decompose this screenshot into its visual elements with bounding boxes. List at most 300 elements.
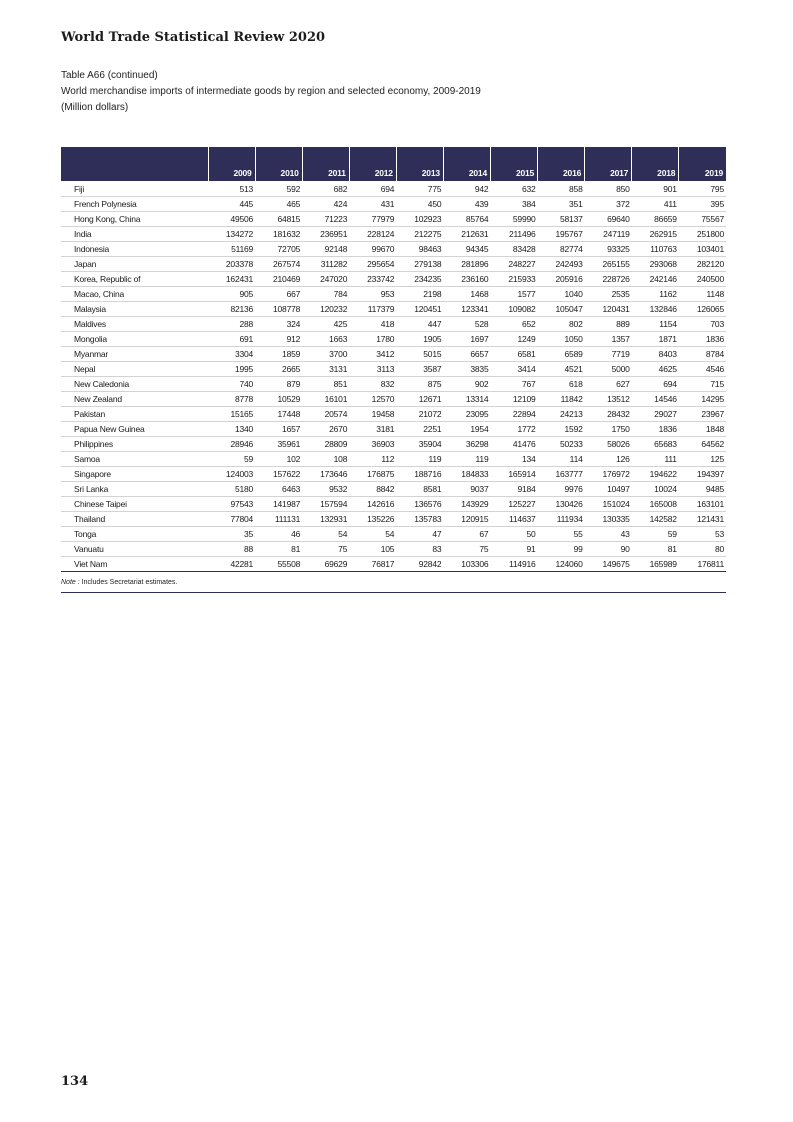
- value-cell: 9976: [538, 482, 585, 497]
- value-cell: 92842: [396, 557, 443, 572]
- value-cell: 9532: [302, 482, 349, 497]
- value-cell: 618: [538, 377, 585, 392]
- value-cell: 125227: [490, 497, 537, 512]
- value-cell: 6657: [443, 347, 490, 362]
- table-row: [61, 302, 726, 317]
- value-cell: 247020: [302, 272, 349, 287]
- value-cell: 418: [349, 317, 396, 332]
- value-cell: 108778: [255, 302, 302, 317]
- value-cell: 11842: [538, 392, 585, 407]
- value-cell: 132931: [302, 512, 349, 527]
- economy-name-cell: Korea, Republic of: [61, 272, 208, 287]
- value-cell: 10024: [632, 482, 679, 497]
- value-cell: 3835: [443, 362, 490, 377]
- economy-name-cell: Viet Nam: [61, 557, 208, 572]
- economy-name-cell: Thailand: [61, 512, 208, 527]
- column-header-year: 2014: [443, 147, 490, 181]
- table-note: [61, 579, 177, 586]
- value-cell: 114637: [490, 512, 537, 527]
- value-cell: 1357: [585, 332, 632, 347]
- economy-name-cell: Macao, China: [61, 287, 208, 302]
- table-row: [61, 212, 726, 227]
- value-cell: 165989: [632, 557, 679, 572]
- economy-name-cell: Pakistan: [61, 407, 208, 422]
- value-cell: 652: [490, 317, 537, 332]
- value-cell: 1340: [208, 422, 255, 437]
- table-row: [61, 197, 726, 212]
- value-cell: 6581: [490, 347, 537, 362]
- value-cell: 112: [349, 452, 396, 467]
- value-cell: 21072: [396, 407, 443, 422]
- value-cell: 173646: [302, 467, 349, 482]
- value-cell: 465: [255, 197, 302, 212]
- value-cell: 703: [679, 317, 726, 332]
- value-cell: 942: [443, 181, 490, 197]
- value-cell: 81: [255, 542, 302, 557]
- value-cell: 879: [255, 377, 302, 392]
- value-cell: 119: [396, 452, 443, 467]
- value-cell: 281896: [443, 257, 490, 272]
- value-cell: 875: [396, 377, 443, 392]
- column-header-year: 2018: [632, 147, 679, 181]
- value-cell: 1750: [585, 422, 632, 437]
- value-cell: 194397: [679, 467, 726, 482]
- value-cell: 395: [679, 197, 726, 212]
- value-cell: 125: [679, 452, 726, 467]
- table-description: World merchandise imports of intermediate goods by region and selected economy, 2009-2019: [61, 86, 481, 97]
- value-cell: 149675: [585, 557, 632, 572]
- value-cell: 117379: [349, 302, 396, 317]
- value-cell: 50: [490, 527, 537, 542]
- value-cell: 23095: [443, 407, 490, 422]
- value-cell: 3113: [349, 362, 396, 377]
- value-cell: 295654: [349, 257, 396, 272]
- value-cell: 10529: [255, 392, 302, 407]
- value-cell: 10497: [585, 482, 632, 497]
- value-cell: 902: [443, 377, 490, 392]
- value-cell: 165008: [632, 497, 679, 512]
- value-cell: 181632: [255, 227, 302, 242]
- value-cell: 311282: [302, 257, 349, 272]
- value-cell: 28946: [208, 437, 255, 452]
- value-cell: 7719: [585, 347, 632, 362]
- value-cell: 4625: [632, 362, 679, 377]
- value-cell: 233742: [349, 272, 396, 287]
- value-cell: 135783: [396, 512, 443, 527]
- data-table: [61, 147, 726, 572]
- table-row: [61, 317, 726, 332]
- value-cell: 35961: [255, 437, 302, 452]
- value-cell: 120431: [585, 302, 632, 317]
- value-cell: 513: [208, 181, 255, 197]
- value-cell: 17448: [255, 407, 302, 422]
- value-cell: 59990: [490, 212, 537, 227]
- value-cell: 1871: [632, 332, 679, 347]
- column-header-year: 2017: [585, 147, 632, 181]
- value-cell: 176972: [585, 467, 632, 482]
- column-header-economy: [61, 147, 208, 181]
- value-cell: 1780: [349, 332, 396, 347]
- value-cell: 2251: [396, 422, 443, 437]
- value-cell: 215933: [490, 272, 537, 287]
- value-cell: 784: [302, 287, 349, 302]
- value-cell: 14295: [679, 392, 726, 407]
- value-cell: 1577: [490, 287, 537, 302]
- value-cell: 59: [632, 527, 679, 542]
- value-cell: 65683: [632, 437, 679, 452]
- value-cell: 905: [208, 287, 255, 302]
- value-cell: 55: [538, 527, 585, 542]
- value-cell: 3700: [302, 347, 349, 362]
- value-cell: 3412: [349, 347, 396, 362]
- value-cell: 36298: [443, 437, 490, 452]
- value-cell: 102923: [396, 212, 443, 227]
- value-cell: 1657: [255, 422, 302, 437]
- value-cell: 3181: [349, 422, 396, 437]
- value-cell: 715: [679, 377, 726, 392]
- value-cell: 124060: [538, 557, 585, 572]
- value-cell: 126: [585, 452, 632, 467]
- value-cell: 111934: [538, 512, 585, 527]
- table-row: [61, 512, 726, 527]
- value-cell: 228726: [585, 272, 632, 287]
- value-cell: 2665: [255, 362, 302, 377]
- economy-name-cell: Tonga: [61, 527, 208, 542]
- value-cell: 228124: [349, 227, 396, 242]
- value-cell: 242493: [538, 257, 585, 272]
- value-cell: 3131: [302, 362, 349, 377]
- table-row: [61, 362, 726, 377]
- value-cell: 47: [396, 527, 443, 542]
- value-cell: 92148: [302, 242, 349, 257]
- value-cell: 58026: [585, 437, 632, 452]
- value-cell: 97543: [208, 497, 255, 512]
- note-label: Note :: [61, 579, 80, 586]
- value-cell: 251800: [679, 227, 726, 242]
- value-cell: 76817: [349, 557, 396, 572]
- value-cell: 134272: [208, 227, 255, 242]
- value-cell: 1848: [679, 422, 726, 437]
- value-cell: 8784: [679, 347, 726, 362]
- table-row: [61, 542, 726, 557]
- value-cell: 1148: [679, 287, 726, 302]
- value-cell: 740: [208, 377, 255, 392]
- value-cell: 13314: [443, 392, 490, 407]
- value-cell: 119: [443, 452, 490, 467]
- value-cell: 163777: [538, 467, 585, 482]
- value-cell: 324: [255, 317, 302, 332]
- value-cell: 55508: [255, 557, 302, 572]
- value-cell: 120451: [396, 302, 443, 317]
- value-cell: 51169: [208, 242, 255, 257]
- value-cell: 265155: [585, 257, 632, 272]
- value-cell: 69629: [302, 557, 349, 572]
- value-cell: 12109: [490, 392, 537, 407]
- value-cell: 20574: [302, 407, 349, 422]
- value-cell: 85764: [443, 212, 490, 227]
- value-cell: 54: [349, 527, 396, 542]
- value-cell: 901: [632, 181, 679, 197]
- value-cell: 35: [208, 527, 255, 542]
- table-row: [61, 272, 726, 287]
- value-cell: 12570: [349, 392, 396, 407]
- value-cell: 109082: [490, 302, 537, 317]
- value-cell: 105: [349, 542, 396, 557]
- value-cell: 176875: [349, 467, 396, 482]
- value-cell: 6589: [538, 347, 585, 362]
- value-cell: 80: [679, 542, 726, 557]
- table-row: [61, 392, 726, 407]
- table-row: [61, 557, 726, 572]
- value-cell: 142582: [632, 512, 679, 527]
- value-cell: 83428: [490, 242, 537, 257]
- value-cell: 88: [208, 542, 255, 557]
- column-header-year: 2019: [679, 147, 726, 181]
- value-cell: 632: [490, 181, 537, 197]
- value-cell: 694: [632, 377, 679, 392]
- value-cell: 50233: [538, 437, 585, 452]
- value-cell: 120915: [443, 512, 490, 527]
- value-cell: 240500: [679, 272, 726, 287]
- value-cell: 211496: [490, 227, 537, 242]
- table-row: [61, 227, 726, 242]
- value-cell: 13512: [585, 392, 632, 407]
- economy-name-cell: Vanuatu: [61, 542, 208, 557]
- value-cell: 188716: [396, 467, 443, 482]
- value-cell: 14546: [632, 392, 679, 407]
- value-cell: 120232: [302, 302, 349, 317]
- table-units: (Million dollars): [61, 102, 129, 113]
- table-row: [61, 347, 726, 362]
- table-row: [61, 181, 726, 197]
- value-cell: 267574: [255, 257, 302, 272]
- value-cell: 1836: [679, 332, 726, 347]
- table-row: [61, 497, 726, 512]
- value-cell: 450: [396, 197, 443, 212]
- value-cell: 691: [208, 332, 255, 347]
- value-cell: 75: [302, 542, 349, 557]
- value-cell: 4546: [679, 362, 726, 377]
- value-cell: 72705: [255, 242, 302, 257]
- value-cell: 111: [632, 452, 679, 467]
- value-cell: 132846: [632, 302, 679, 317]
- value-cell: 372: [585, 197, 632, 212]
- economy-name-cell: Hong Kong, China: [61, 212, 208, 227]
- value-cell: 8581: [396, 482, 443, 497]
- table-id-caption: Table A66 (continued): [61, 70, 158, 81]
- value-cell: 528: [443, 317, 490, 332]
- column-header-year: 2010: [255, 147, 302, 181]
- value-cell: 99: [538, 542, 585, 557]
- value-cell: 54: [302, 527, 349, 542]
- value-cell: 105047: [538, 302, 585, 317]
- value-cell: 2535: [585, 287, 632, 302]
- value-cell: 136576: [396, 497, 443, 512]
- value-cell: 851: [302, 377, 349, 392]
- value-cell: 19458: [349, 407, 396, 422]
- value-cell: 1468: [443, 287, 490, 302]
- value-cell: 3414: [490, 362, 537, 377]
- value-cell: 194622: [632, 467, 679, 482]
- value-cell: 64815: [255, 212, 302, 227]
- value-cell: 1697: [443, 332, 490, 347]
- value-cell: 77804: [208, 512, 255, 527]
- value-cell: 212275: [396, 227, 443, 242]
- value-cell: 1592: [538, 422, 585, 437]
- header-row: [61, 147, 726, 181]
- value-cell: 212631: [443, 227, 490, 242]
- economy-name-cell: Papua New Guinea: [61, 422, 208, 437]
- value-cell: 411: [632, 197, 679, 212]
- economy-name-cell: Sri Lanka: [61, 482, 208, 497]
- value-cell: 98463: [396, 242, 443, 257]
- value-cell: 775: [396, 181, 443, 197]
- value-cell: 247119: [585, 227, 632, 242]
- value-cell: 1836: [632, 422, 679, 437]
- value-cell: 262915: [632, 227, 679, 242]
- economy-name-cell: Mongolia: [61, 332, 208, 347]
- value-cell: 210469: [255, 272, 302, 287]
- value-cell: 82136: [208, 302, 255, 317]
- table-row: [61, 257, 726, 272]
- value-cell: 5000: [585, 362, 632, 377]
- value-cell: 12671: [396, 392, 443, 407]
- value-cell: 16101: [302, 392, 349, 407]
- value-cell: 151024: [585, 497, 632, 512]
- table-row: [61, 422, 726, 437]
- value-cell: 42281: [208, 557, 255, 572]
- column-header-year: 2011: [302, 147, 349, 181]
- value-cell: 8842: [349, 482, 396, 497]
- value-cell: 86659: [632, 212, 679, 227]
- value-cell: 75: [443, 542, 490, 557]
- value-cell: 682: [302, 181, 349, 197]
- value-cell: 1050: [538, 332, 585, 347]
- value-cell: 126065: [679, 302, 726, 317]
- value-cell: 1954: [443, 422, 490, 437]
- value-cell: 108: [302, 452, 349, 467]
- value-cell: 9037: [443, 482, 490, 497]
- column-header-year: 2012: [349, 147, 396, 181]
- value-cell: 157622: [255, 467, 302, 482]
- page-number: 134: [61, 1074, 89, 1089]
- table-row: [61, 377, 726, 392]
- economy-name-cell: Malaysia: [61, 302, 208, 317]
- value-cell: 431: [349, 197, 396, 212]
- economy-name-cell: Indonesia: [61, 242, 208, 257]
- value-cell: 176811: [679, 557, 726, 572]
- value-cell: 282120: [679, 257, 726, 272]
- value-cell: 424: [302, 197, 349, 212]
- value-cell: 90: [585, 542, 632, 557]
- table-header: [61, 147, 726, 181]
- value-cell: 1154: [632, 317, 679, 332]
- value-cell: 103401: [679, 242, 726, 257]
- value-cell: 23967: [679, 407, 726, 422]
- value-cell: 121431: [679, 512, 726, 527]
- value-cell: 8778: [208, 392, 255, 407]
- value-cell: 81: [632, 542, 679, 557]
- note-text: Includes Secretariat estimates.: [81, 579, 178, 586]
- value-cell: 59: [208, 452, 255, 467]
- value-cell: 205916: [538, 272, 585, 287]
- value-cell: 163101: [679, 497, 726, 512]
- value-cell: 165914: [490, 467, 537, 482]
- economy-name-cell: Chinese Taipei: [61, 497, 208, 512]
- value-cell: 103306: [443, 557, 490, 572]
- value-cell: 3304: [208, 347, 255, 362]
- value-cell: 425: [302, 317, 349, 332]
- value-cell: 69640: [585, 212, 632, 227]
- table-body: [61, 181, 726, 572]
- value-cell: 627: [585, 377, 632, 392]
- value-cell: 28432: [585, 407, 632, 422]
- value-cell: 49506: [208, 212, 255, 227]
- value-cell: 953: [349, 287, 396, 302]
- value-cell: 184833: [443, 467, 490, 482]
- value-cell: 111131: [255, 512, 302, 527]
- value-cell: 94345: [443, 242, 490, 257]
- value-cell: 889: [585, 317, 632, 332]
- value-cell: 141987: [255, 497, 302, 512]
- economy-name-cell: Samoa: [61, 452, 208, 467]
- value-cell: 293068: [632, 257, 679, 272]
- value-cell: 832: [349, 377, 396, 392]
- value-cell: 445: [208, 197, 255, 212]
- economy-name-cell: Japan: [61, 257, 208, 272]
- value-cell: 195767: [538, 227, 585, 242]
- value-cell: 234235: [396, 272, 443, 287]
- economy-name-cell: Nepal: [61, 362, 208, 377]
- value-cell: 71223: [302, 212, 349, 227]
- value-cell: 242146: [632, 272, 679, 287]
- value-cell: 123341: [443, 302, 490, 317]
- value-cell: 4521: [538, 362, 585, 377]
- value-cell: 384: [490, 197, 537, 212]
- value-cell: 58137: [538, 212, 585, 227]
- note-rule: [61, 592, 726, 593]
- value-cell: 3587: [396, 362, 443, 377]
- value-cell: 64562: [679, 437, 726, 452]
- value-cell: 1772: [490, 422, 537, 437]
- value-cell: 15165: [208, 407, 255, 422]
- value-cell: 203378: [208, 257, 255, 272]
- table-row: [61, 242, 726, 257]
- table-row: [61, 332, 726, 347]
- table-row: [61, 407, 726, 422]
- value-cell: 9485: [679, 482, 726, 497]
- value-cell: 142616: [349, 497, 396, 512]
- table-row: [61, 452, 726, 467]
- value-cell: 134: [490, 452, 537, 467]
- value-cell: 1859: [255, 347, 302, 362]
- value-cell: 67: [443, 527, 490, 542]
- value-cell: 8403: [632, 347, 679, 362]
- value-cell: 41476: [490, 437, 537, 452]
- document-title: World Trade Statistical Review 2020: [61, 30, 326, 45]
- value-cell: 102: [255, 452, 302, 467]
- economy-name-cell: New Caledonia: [61, 377, 208, 392]
- value-cell: 75567: [679, 212, 726, 227]
- value-cell: 43: [585, 527, 632, 542]
- value-cell: 35904: [396, 437, 443, 452]
- table-row: [61, 467, 726, 482]
- value-cell: 1905: [396, 332, 443, 347]
- economy-name-cell: New Zealand: [61, 392, 208, 407]
- value-cell: 236160: [443, 272, 490, 287]
- value-cell: 28809: [302, 437, 349, 452]
- value-cell: 592: [255, 181, 302, 197]
